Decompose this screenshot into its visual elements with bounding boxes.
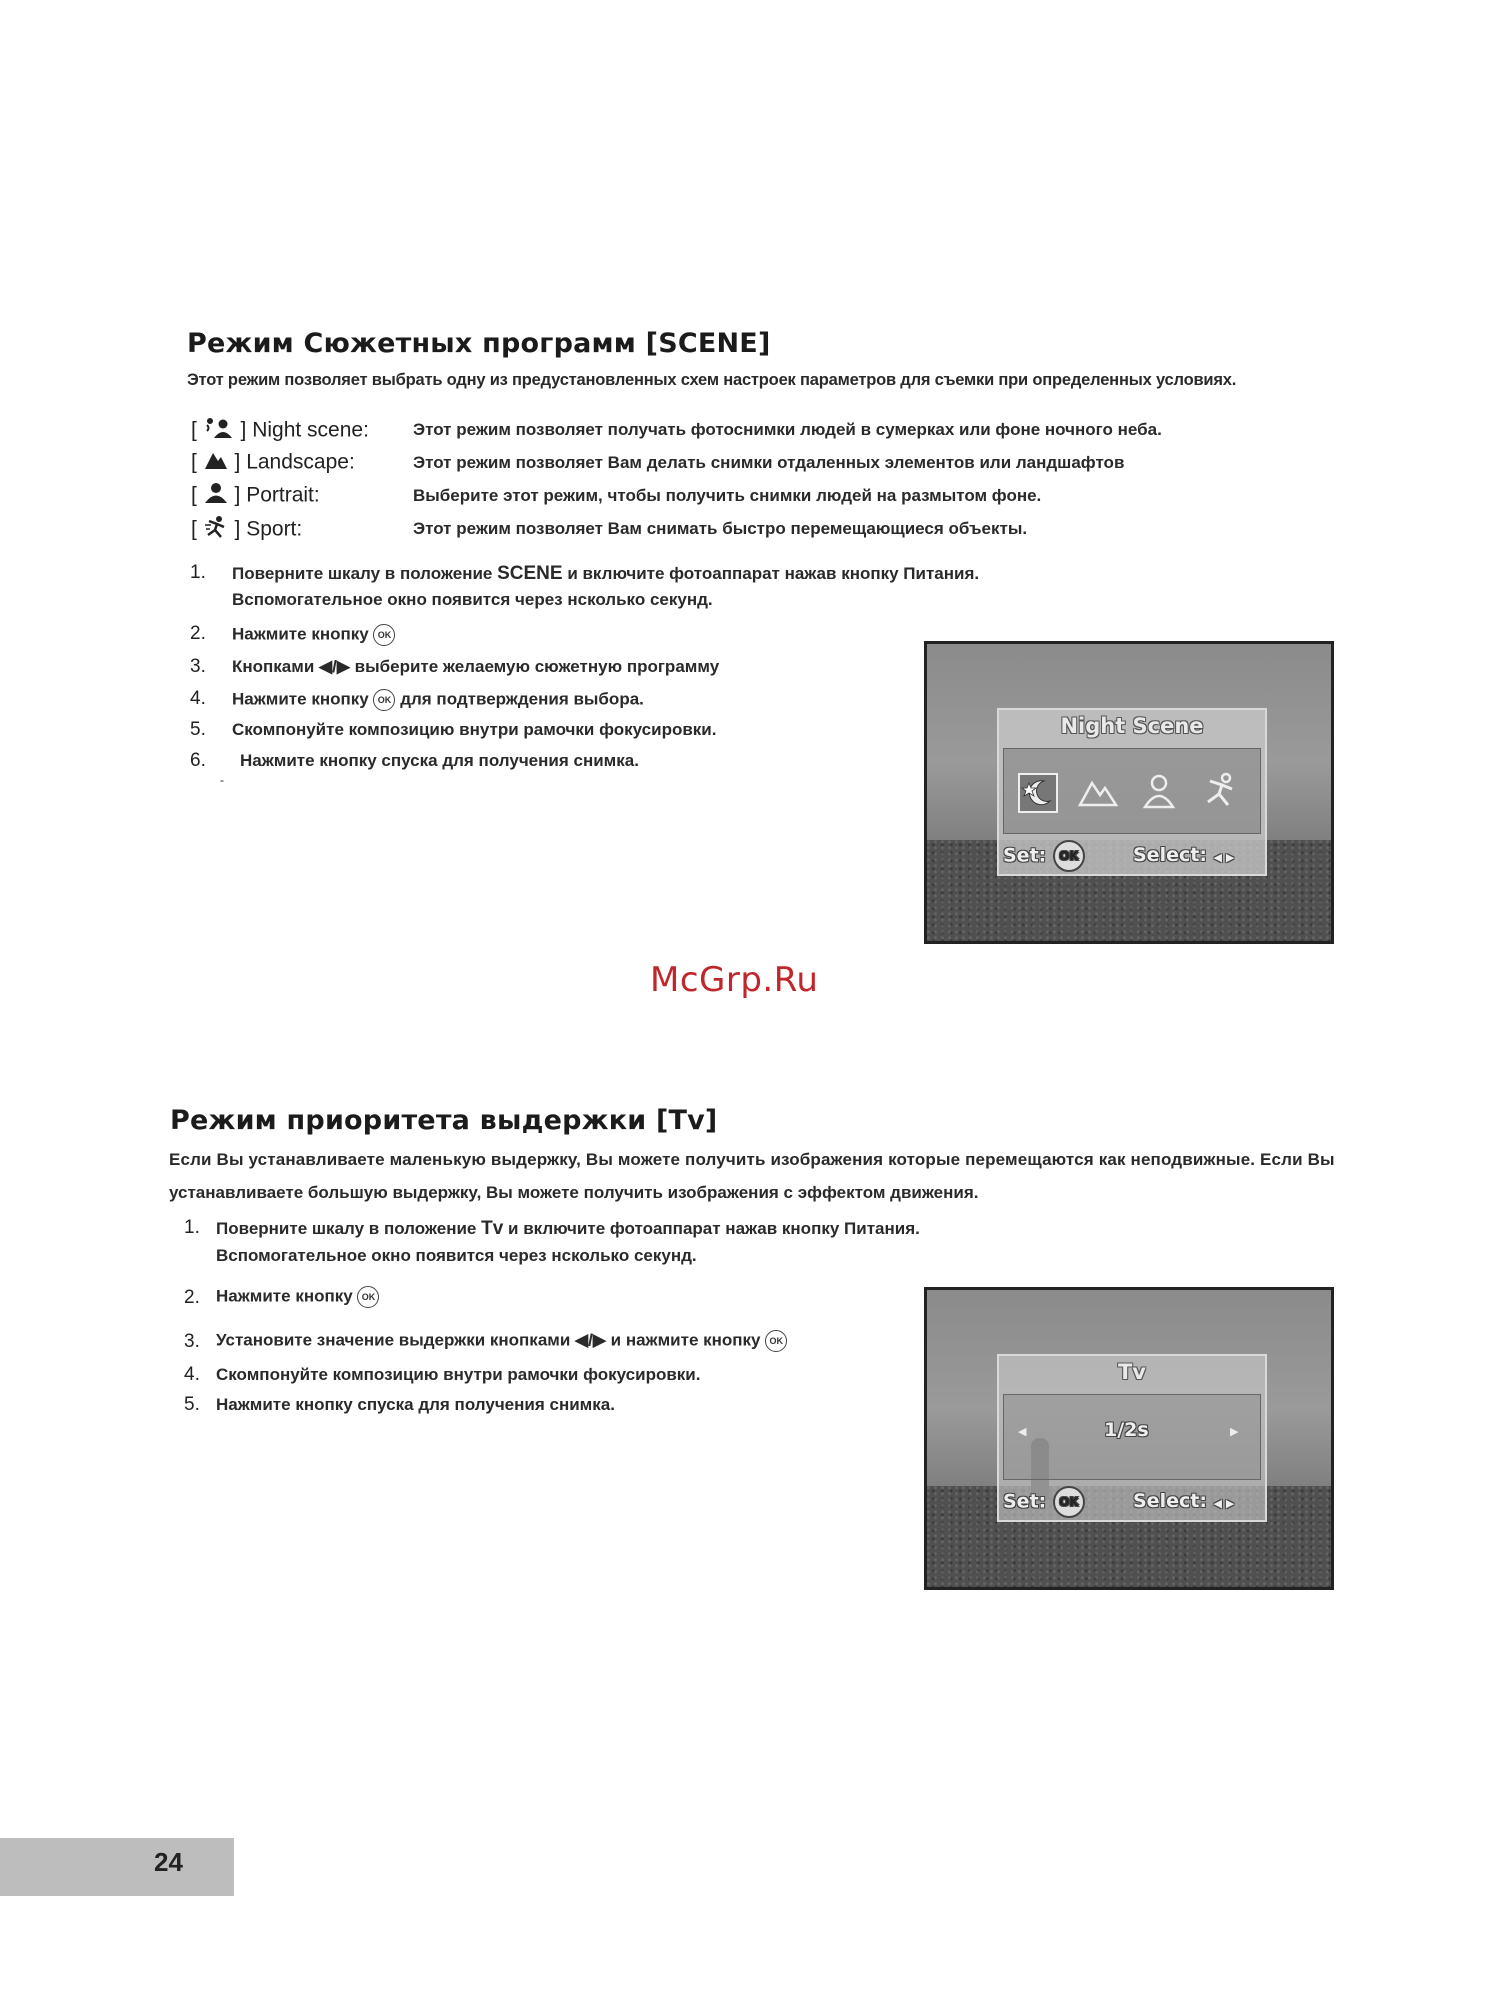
landscape-option-icon[interactable] [1078, 775, 1118, 814]
step-number: 1. [190, 562, 206, 583]
scene-step-5: Скомпонуйте композицию внутри рамочки фокусировки. [232, 720, 717, 739]
mode-label: ] Sport: [234, 517, 303, 541]
night-scene-icon [203, 416, 235, 446]
ok-button-icon: OK [357, 1286, 379, 1308]
ok-button-icon: OK [765, 1330, 787, 1352]
tv-value-panel [1003, 1394, 1261, 1480]
step-text: Кнопками [232, 657, 315, 676]
scene-step-1-line2: Вспомогательное окно появится через нсколько секунд. [232, 590, 713, 609]
scene-intro: Этот режим позволяет выбрать одну из предустановленных схем настроек параметров для съемки при определенных условиях. [187, 371, 1237, 389]
select-label: Select: [1133, 1490, 1207, 1512]
set-hint [1003, 1486, 1085, 1518]
left-arrow-icon[interactable]: ◀ [1018, 1426, 1027, 1438]
step-text: Нажмите кнопку [216, 1286, 353, 1306]
set-hint [1003, 840, 1085, 872]
mode-item-portrait [191, 482, 320, 510]
scene-menu-title-text: Night Scene [1060, 714, 1204, 738]
tv-intro-line1: Если Вы устанавливаете маленькую выдержку, Вы можете получить изображения которые перемещаются как неподвижные. Если Вы [169, 1150, 1335, 1169]
select-hint [1133, 844, 1234, 866]
step-number: 3. [190, 656, 206, 677]
mode-item-sport [191, 515, 302, 545]
landscape-icon [203, 449, 229, 477]
tv-step-3 [216, 1330, 787, 1352]
step-text: для подтверждения выбора. [400, 689, 644, 709]
ok-round-icon: OK [1053, 840, 1085, 872]
tv-heading: Режим приоритета выдержки [Tv] [170, 1105, 718, 1136]
scene-camera-screen [924, 641, 1334, 944]
bracket: [ [191, 418, 197, 442]
page-number: 24 [154, 1847, 183, 1877]
mode-desc-sport: Этот режим позволяет Вам снимать быстро перемещающиеся объекты. [413, 519, 1028, 538]
tv-step-1 [216, 1218, 920, 1240]
sport-icon [203, 515, 229, 545]
step-text: Поверните шкалу в положение [232, 564, 493, 583]
set-label: Set: [1003, 844, 1047, 867]
select-label: Select: [1133, 844, 1207, 866]
mode-desc-landscape: Этот режим позволяет Вам делать снимки отдаленных элементов или ландшафтов [413, 453, 1125, 472]
bracket: [ [191, 517, 197, 541]
tv-keyword: Tv [481, 1218, 504, 1239]
sport-option-icon[interactable] [1200, 771, 1240, 816]
step-number: 1. [184, 1217, 200, 1238]
ok-button-icon: OK [373, 624, 395, 646]
mode-desc-night-scene: Этот режим позволяет получать фотоснимки людей в сумерках или фоне ночного неба. [413, 420, 1162, 439]
mode-label: ] Landscape: [234, 450, 355, 474]
selected-night-scene-icon[interactable] [1018, 773, 1058, 813]
step-number: 4. [184, 1364, 200, 1385]
mode-item-night-scene [191, 416, 369, 446]
scene-step-4 [232, 689, 644, 711]
left-right-arrows-icon: ◀/▶ [575, 1330, 606, 1350]
step-number: 4. [190, 688, 206, 709]
scene-step-2 [232, 624, 395, 646]
bracket: [ [191, 450, 197, 474]
scene-step-6: Нажмите кнопку спуска для получения снимка. [240, 751, 639, 770]
set-label: Set: [1003, 1490, 1047, 1513]
tv-intro-line2: устанавливаете большую выдержку, Вы можете получить изображения с эффектом движения. [169, 1183, 979, 1202]
scene-heading: Режим Сюжетных программ [SCENE] [187, 328, 771, 359]
step-text: Поверните шкалу в положение [216, 1219, 477, 1238]
tv-menu-title: Tv [1117, 1360, 1146, 1384]
scene-step-1 [232, 563, 979, 585]
tv-step-1-line2: Вспомогательное окно появится через нсколько секунд. [216, 1246, 697, 1265]
step-text: и включите фотоаппарат нажав кнопку Питания. [508, 1219, 920, 1238]
portrait-option-icon[interactable] [1142, 773, 1176, 814]
tv-step-4: Скомпонуйте композицию внутри рамочки фокусировки. [216, 1365, 701, 1384]
step-text: Нажмите кнопку [232, 624, 369, 644]
scene-icons-panel [1003, 748, 1261, 834]
left-right-arrows-icon: ◀ ▶ [1213, 851, 1235, 864]
ok-button-icon: OK [373, 689, 395, 711]
scene-menu [997, 708, 1267, 876]
step-number: 2. [184, 1287, 200, 1308]
step-number: 6. [190, 750, 206, 771]
mode-desc-portrait: Выберите этот режим, чтобы получить снимки людей на размытом фоне. [413, 486, 1042, 505]
dash-mark: - [220, 773, 224, 787]
step-number: 2. [190, 623, 206, 644]
portrait-icon [203, 482, 229, 510]
right-arrow-icon[interactable]: ▶ [1230, 1426, 1239, 1438]
step-number: 5. [184, 1394, 200, 1415]
select-hint [1133, 1490, 1234, 1512]
step-text: Нажмите кнопку [232, 689, 369, 709]
tv-step-5: Нажмите кнопку спуска для получения снимка. [216, 1395, 615, 1414]
scene-step-3 [232, 657, 719, 677]
ok-round-icon: OK [1053, 1486, 1085, 1518]
step-number: 3. [184, 1331, 200, 1352]
page-number-tab [0, 1838, 234, 1896]
left-right-arrows-icon: ◀/▶ [319, 657, 350, 676]
step-text: и нажмите кнопку [610, 1330, 761, 1350]
mode-item-landscape [191, 449, 355, 477]
bracket: [ [191, 483, 197, 507]
shutter-value: 1/2s [1104, 1419, 1149, 1441]
mode-label: ] Portrait: [234, 483, 320, 507]
step-text: Установите значение выдержки кнопками [216, 1330, 571, 1350]
tv-step-2 [216, 1286, 379, 1308]
step-text: и включите фотоаппарат нажав кнопку Питания. [567, 564, 980, 583]
tv-camera-screen [924, 1287, 1334, 1590]
left-right-arrows-icon: ◀ ▶ [1213, 1497, 1235, 1510]
step-text: выберите желаемую сюжетную программу [354, 657, 720, 676]
mode-label: ] Night scene: [240, 418, 369, 442]
tv-menu [997, 1354, 1267, 1522]
watermark: McGrp.Ru [650, 960, 819, 1000]
scene-keyword: SCENE [497, 563, 563, 584]
step-number: 5. [190, 719, 206, 740]
